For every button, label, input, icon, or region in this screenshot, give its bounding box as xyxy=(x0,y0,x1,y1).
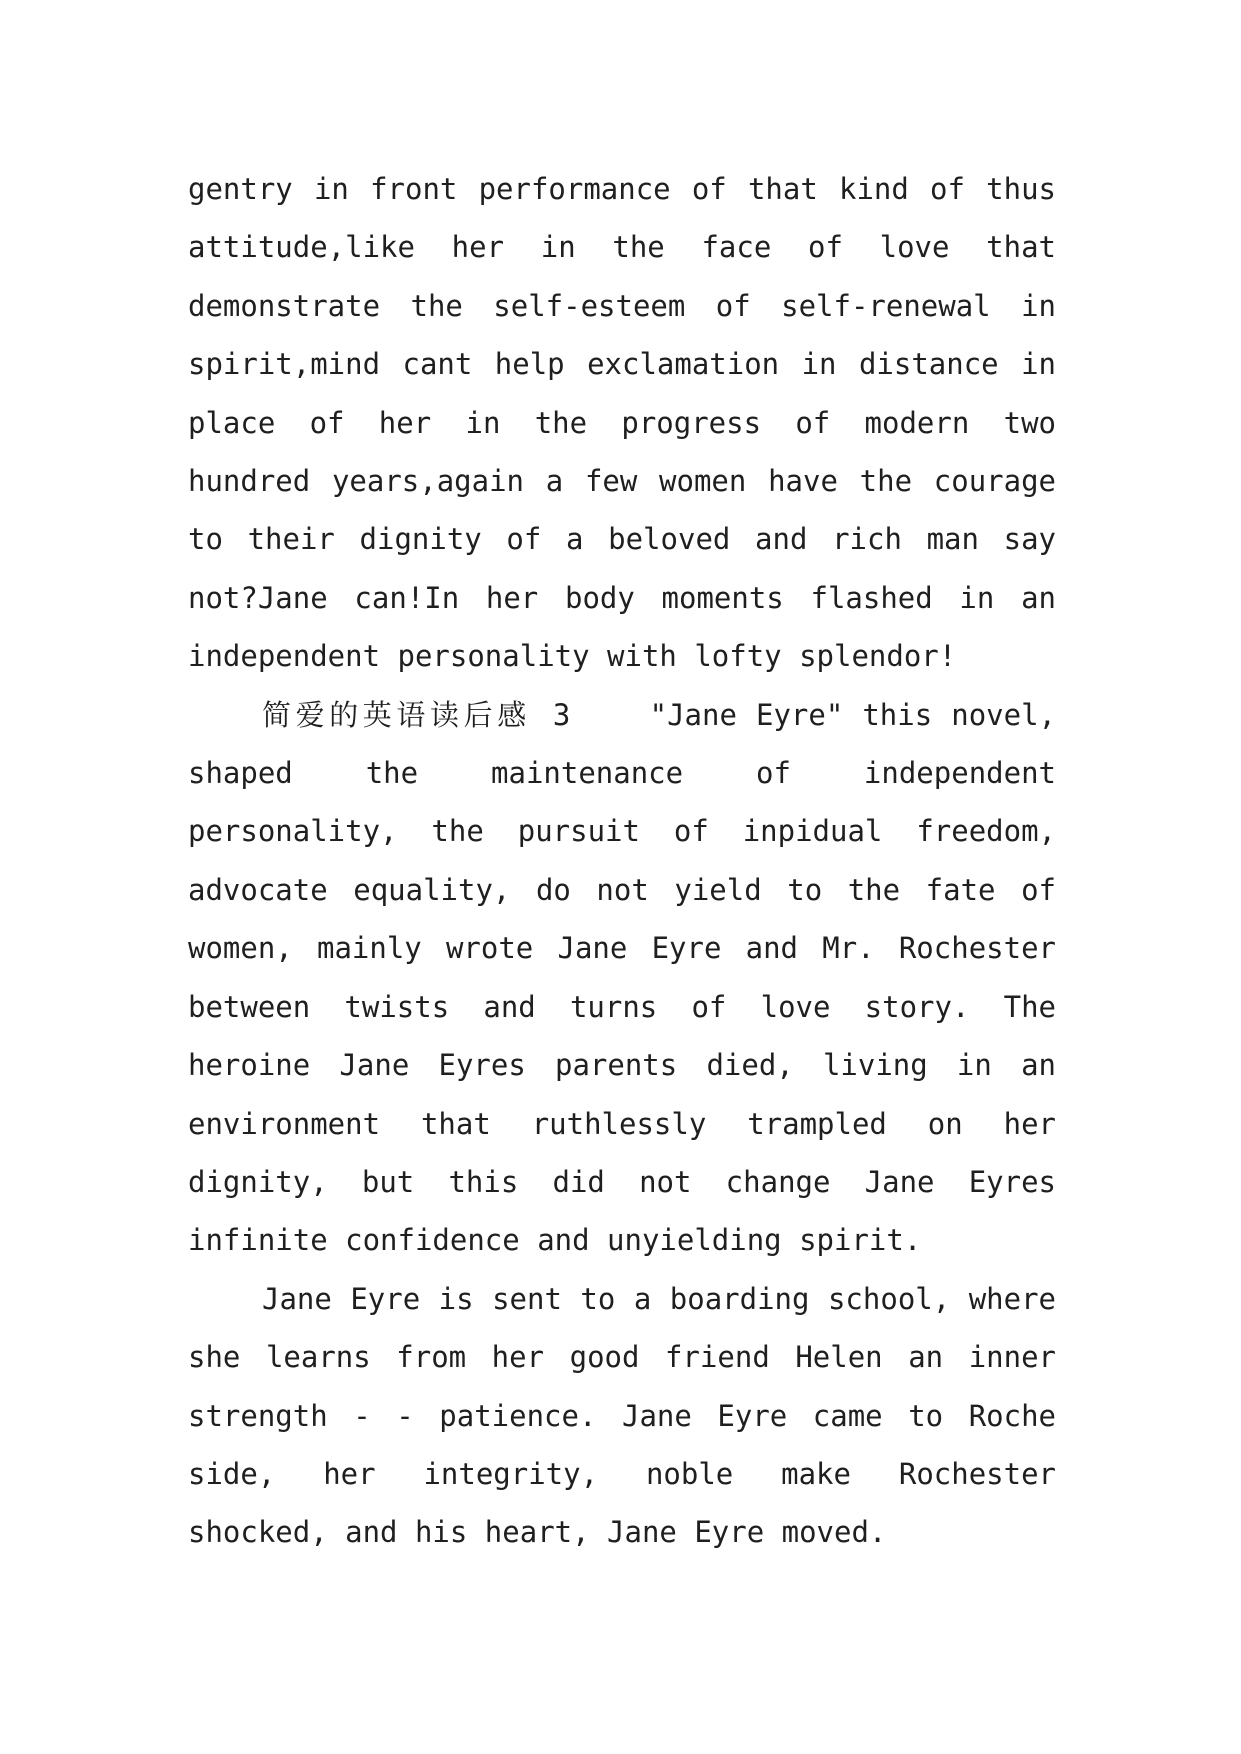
paragraph-3 xyxy=(188,1270,1056,1562)
paragraph-3-text: Jane Eyre is sent to a boarding school, where she learns from her good friend Helen an inner strength - - patience. Jane Eyre came to Roche side, her integrity, noble make Rochester shocked, and his heart, Jane Eyre moved. xyxy=(188,1281,1056,1550)
document-body xyxy=(188,160,1056,1562)
paragraph-1 xyxy=(188,160,1056,686)
section-heading: 简爱的英语读后感 3 xyxy=(262,697,574,732)
paragraph-2-text: "Jane Eyre" this novel, shaped the maintenance of independent personality, the pursuit of inpidual freedom, advocate equality, do not yield to the fate of women, mainly wrote Jane Eyre and Mr. Rochester between twists and turns of love story. The heroine Jane Eyres parents died, living in an environment that ruthlessly trampled on her dignity, but this did not change Jane Eyres infinite confidence and unyielding spirit. xyxy=(188,697,1057,1258)
paragraph-1-text: gentry in front performance of that kind of thus attitude,like her in the face of love that demonstrate the self-esteem of self-renewal in spirit,mind cant help exclamation in distance in place of her in the progress of modern two hundred years,again a few women have the courage to their dignity of a beloved and rich man say not?Jane can!In her body moments flashed in an independent personality with lofty splendor! xyxy=(188,172,1056,674)
paragraph-2 xyxy=(188,686,1056,1270)
